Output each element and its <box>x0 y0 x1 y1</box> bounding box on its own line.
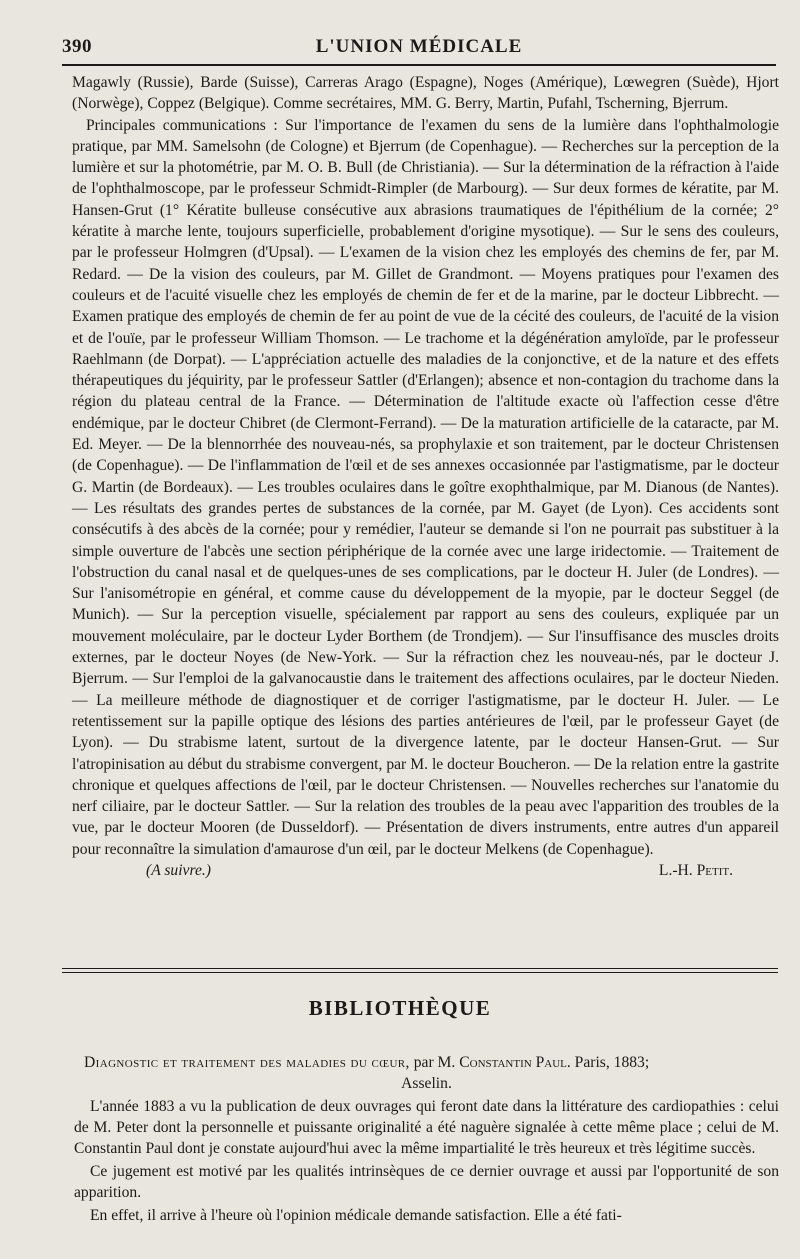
article-body <box>72 72 779 881</box>
book-publisher: Asselin. <box>401 1075 452 1092</box>
journal-title: L'UNION MÉDICALE <box>315 36 523 57</box>
to-be-continued-note: (A suivre.) <box>146 861 211 879</box>
book-title: Diagnostic et traitement des maladies du cœur, <box>84 1054 410 1071</box>
book-review <box>74 1052 779 1226</box>
review-paragraph: L'année 1883 a vu la publication de deux ouvrages qui feront date dans la littérature des cardiopathies : celui de M. Peter dont la personnelle et puissante originalité a été naguère signalée à cette même place ; celui de M. Constantin Paul dont je constate aujourd'hui avec la même impartialité le très heureux et très légitime succès. <box>74 1098 779 1157</box>
article-author: L.-H. Petit. <box>658 861 733 879</box>
book-place-year: Paris, 1883; <box>574 1054 650 1071</box>
book-by: par M. <box>413 1054 456 1071</box>
book-reference <box>74 1052 779 1073</box>
article-signoff <box>72 860 779 881</box>
book-author: Constantin Paul. <box>459 1054 571 1071</box>
section-divider <box>62 968 778 976</box>
review-paragraph: En effet, il arrive à l'heure où l'opinion médicale demande satisfaction. Elle a été fati- <box>90 1207 622 1224</box>
running-header <box>62 28 776 66</box>
section-title: BIBLIOTHÈQUE <box>308 996 492 1020</box>
page-number: 390 <box>62 36 92 57</box>
review-paragraph: Ce jugement est motivé par les qualités intrinsèques de ce dernier ouvrage et aussi par l'opportunité de son apparition. <box>74 1163 779 1201</box>
article-paragraph: Principales communications : Sur l'importance de l'examen du sens de la lumière dans l'ophthalmologie pratique, par MM. Samelsohn (de Cologne) et Bjerrum (de Copenhague). — Recherches sur la perception de la lumière et sur la photométrie, par M. O. B. Bull (de Christiania). — Sur la détermination de la réfraction à l'aide de l'ophthalmoscope, par le professeur Schmidt-Rimpler (de Marbourg). — Sur deux formes de kératite, par M. Hansen-Grut (1° Kératite bulleuse consécutive aux abrasions traumatiques de l'épithélium de la cornée; 2° kératite à marche lente, toujours superficielle, probablement d'origine mysotique). — Sur le sens des couleurs, par le professeur Holmgren (d'Upsal). — L'examen de la vision chez les employés des chemins de fer, par M. Redard. — De la vision des couleurs, par M. Gillet de Grandmont. — Moyens pratiques pour l'examen des couleurs et de l'acuité visuelle chez les employés de chemin de fer et de la marine, par le docteur Libbrecht. — Examen pratique des employés de chemin de fer au point de vue de la cécité des couleurs, de l'acuité de la vision et de l'ouïe, par le professeur William Thomson. — Le trachome et la dégénération amyloïde, par le professeur Raehlmann (de Dorpat). — L'appréciation actuelle des maladies de la conjonctive, et de la nature et des effets thérapeutiques du jéquirity, par le professeur Sattler (d'Erlangen); absence et non-contagion du trachome dans la région du plateau central de la France. — Détermination de l'altitude exacte où l'affection cesse d'être endémique, par le docteur Chibret (de Clermont-Ferrand). — De la maturation artificielle de la cataracte, par M. Ed. Meyer. — De la blennorrhée des nouveau-nés, sa prophylaxie et son traitement, par le docteur Christensen (de Copenhague). — De l'inflammation de l'œil et de ses annexes occasionnée par l'astigmatisme, par le docteur G. Martin (de Bordeaux). — Les troubles oculaires dans le goître exophthalmique, par M. Dianous (de Nantes). — Les résultats des grandes pertes de substances de la cornée, par M. Gayet (de Lyon). Ces accidents sont consécutifs à des abcès de la cornée; pour y remédier, l'auteur se demande si l'on ne pourrait pas substituer à la simple ouverture de l'abcès une section périphérique de la cornée avec une large iridectomie. — Traitement de l'obstruction du canal nasal et de quelques-unes de ses complications, par le docteur H. Juler (de Londres). — Sur l'anisométropie en général, et comme cause du développement de la myopie, par le docteur Seggel (de Munich). — Sur la perception visuelle, spécialement par rapport au sens des couleurs, expliquée par un mouvement moléculaire, par le docteur Lyder Borthem (de Trondjem). — Sur l'insuffisance des muscles droits externes, par le docteur Noyes (de New-York. — Sur la réfraction chez les nouveau-nés, par le docteur J. Bjerrum. — Sur l'emploi de la galvanocaustie dans le traitement des affections oculaires, par le docteur Nieden. — La meilleure méthode de diagnostiquer et de corriger l'astigmatisme, par le docteur H. Juler. — Le retentissement sur la papille optique des lésions des parties antérieures de l'œil, par le professeur Gayet (de Lyon). — Du strabisme latent, surtout de la divergence latente, par le docteur Hansen-Grut. — Sur l'atropinisation au début du strabisme convergent, par M. le docteur Boucheron. — De la relation entre la gastrite chronique et quelques affections de l'œil, par le docteur Christensen. — Nouvelles recherches sur l'anatomie du nerf ciliaire, par le docteur Sattler. — Sur la relation des troubles de la peau avec l'apparition des troubles de la vue, par le docteur Mooren (de Dusseldorf). — Présentation de divers instruments, entre autres d'un appareil pour reconnaître la simulation d'amaurose d'un œil, par le docteur Melkens (de Copenhague). <box>72 116 779 858</box>
article-paragraph: Magawly (Russie), Barde (Suisse), Carreras Arago (Espagne), Noges (Amérique), Lœwegren (Suède), Hjort (Norwège), Coppez (Belgique). Comme secrétaires, MM. G. Berry, Martin, Pufahl, Tscherning, Bjerrum. <box>72 74 779 113</box>
